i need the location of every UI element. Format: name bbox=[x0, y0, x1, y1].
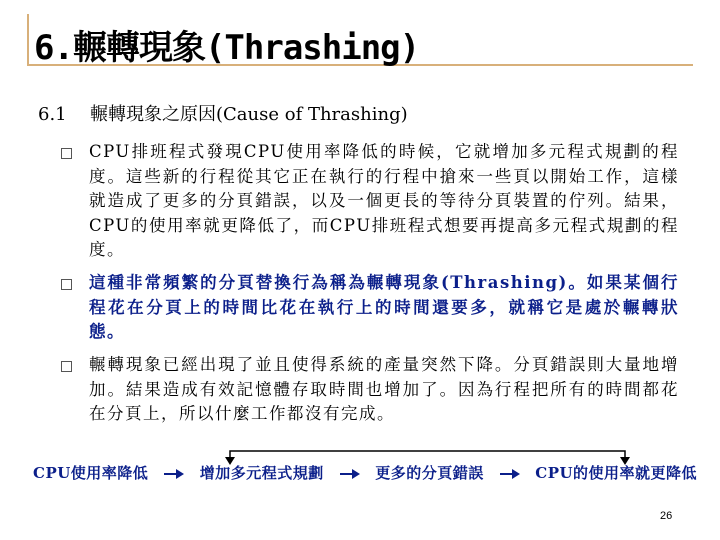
right-arrow-icon bbox=[340, 468, 360, 480]
slide-title: 6.輾轉現象(Thrashing) bbox=[34, 28, 420, 68]
section-number: 6.1 bbox=[38, 104, 67, 125]
right-arrow-icon bbox=[164, 468, 184, 480]
flow-step-3: 更多的分頁錯誤 bbox=[375, 464, 484, 482]
section-title: 輾轉現象之原因(Cause of Thrashing) bbox=[90, 104, 408, 125]
right-arrow-icon bbox=[500, 468, 520, 480]
thrashing-cycle-flow bbox=[33, 462, 703, 483]
page-number: 26 bbox=[660, 510, 673, 522]
paragraph-cause: CPU排班程式發現CPU使用率降低的時候，它就增加多元程式規劃的程度。這些新的行程從其它正在執行的行程中搶來一些頁以開始工作，這樣就造成了更多的分頁錯誤，以及一個更長的等待分頁裝置的佇列。結果，CPU的使用率就更降低了，而CPU排班程式想要再提高多元程式規劃的程度。 bbox=[89, 142, 679, 259]
flow-step-4: CPU的使用率就更降低 bbox=[535, 464, 698, 482]
flow-step-1: CPU使用率降低 bbox=[33, 464, 149, 482]
paragraph-effect: 輾轉現象已經出現了並且使得系統的產量突然下降。分頁錯誤則大量地增加。結果造成有效記憶體存取時間也增加了。因為行程把所有的時間都花在分頁上，所以什麼工作都沒有完成。 bbox=[89, 355, 679, 423]
paragraph-definition: 這種非常頻繁的分頁替換行為稱為輾轉現象(Thrashing)。如果某個行程花在分頁上的時間比花在執行上的時間還要多，就稱它是處於輾轉狀態。 bbox=[89, 273, 679, 341]
flow-step-2: 增加多元程式規劃 bbox=[199, 464, 324, 482]
